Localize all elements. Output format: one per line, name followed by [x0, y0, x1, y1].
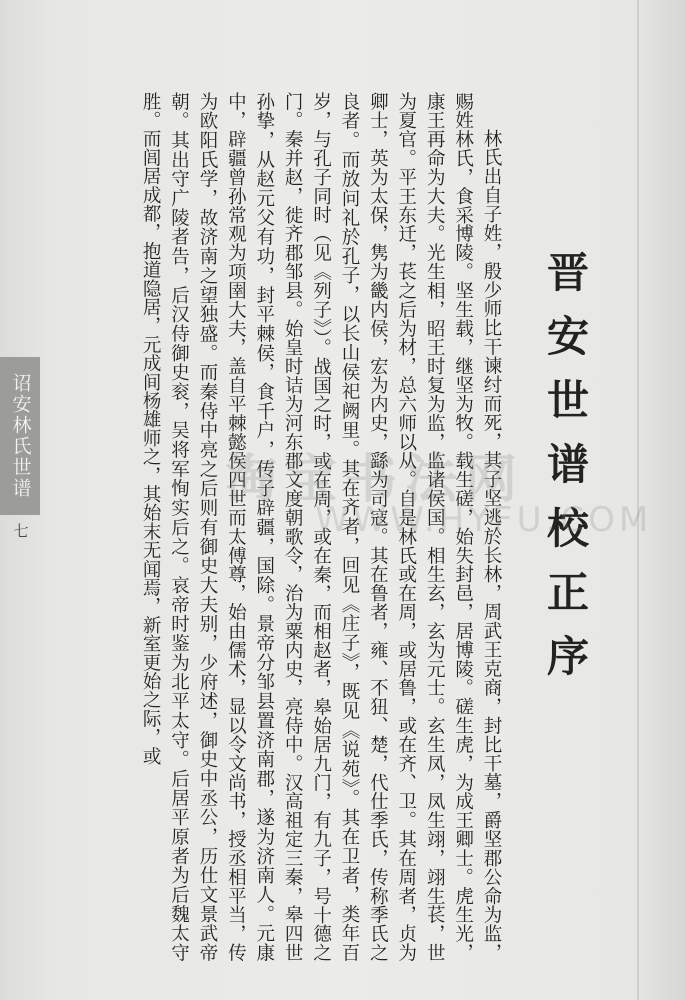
page-edge-line: [637, 0, 639, 1000]
article-body: [85, 92, 505, 962]
chapter-side-tab: [0, 357, 40, 515]
watermark-text: 淘宝书法网: [225, 450, 526, 510]
page-number: 七: [13, 522, 29, 540]
side-tab-label: 诏安林氏世谱: [9, 373, 32, 499]
article-title: 晋安世谱校正序: [541, 250, 590, 698]
paragraph: 林氏出自子姓，殷少师比干谏纣而死，其子坚逃於长林，周武王克商，封比干墓，爵坚郡公命为监，赐姓林氏，食采博陵。坚生载，继坚为牧。载生磋，始失封邑，居博陵。磋生虎，为成王卿士。虎生光，康王再命为大夫。光生相，昭王时复为监，监诸侯国。相生玄，玄为元士。玄生凤，凤生翊，翊生苌，世为夏官。平王东迁，苌之后为材，总六师以从。自是林氏或在周，或居鲁，或在齐、卫。其在周者，贞为卿士，英为太保，隽为畿内侯，宏为内史，繇为司寇。其在鲁者，雍、不狃、楚，代仕季氏，传称季氏之良者。而放问礼於孔子，以长山侯祀阙里。其在齐者，回见《庄子》，既见《说苑》。其在卫者，类年百岁，与孔子同时（见《列子》）。战国之时，或在周，或在秦，而相赵者，皋始居九门，有九子，号十德之门。秦并赵，徙齐郡邹县。始皇时诘为河东郡文度朝歌令，治为粟内史，亮侍中。汉高祖定三秦，皋四世孙挚，从赵元父有功，封平棘侯，食千户，传子辟疆，国除。景帝分邹县置济南郡，遂为济南人。元康中，辟疆曾孙常观为项圉大夫，盖自平棘懿侯四世而太傅尊，始由儒术，显以令文尚书，授丞相平当，传为欧阳氏学，故济南之望独盛。而秦侍中亮之后则有御史大夫别，少府述，御史中丞公，历仕文景武帝朝。其出守广陵者告，后汉侍御史衮，吴将军恂实后之。哀帝时鉴为北平太守。后居平原者为后魏太守胜。而闾居成都，抱道隐居，元成间杨雄师之，其始末无闻焉，新室更始之际，或: [140, 92, 502, 962]
watermark-url: WWW.HYFU.COM: [315, 500, 653, 540]
